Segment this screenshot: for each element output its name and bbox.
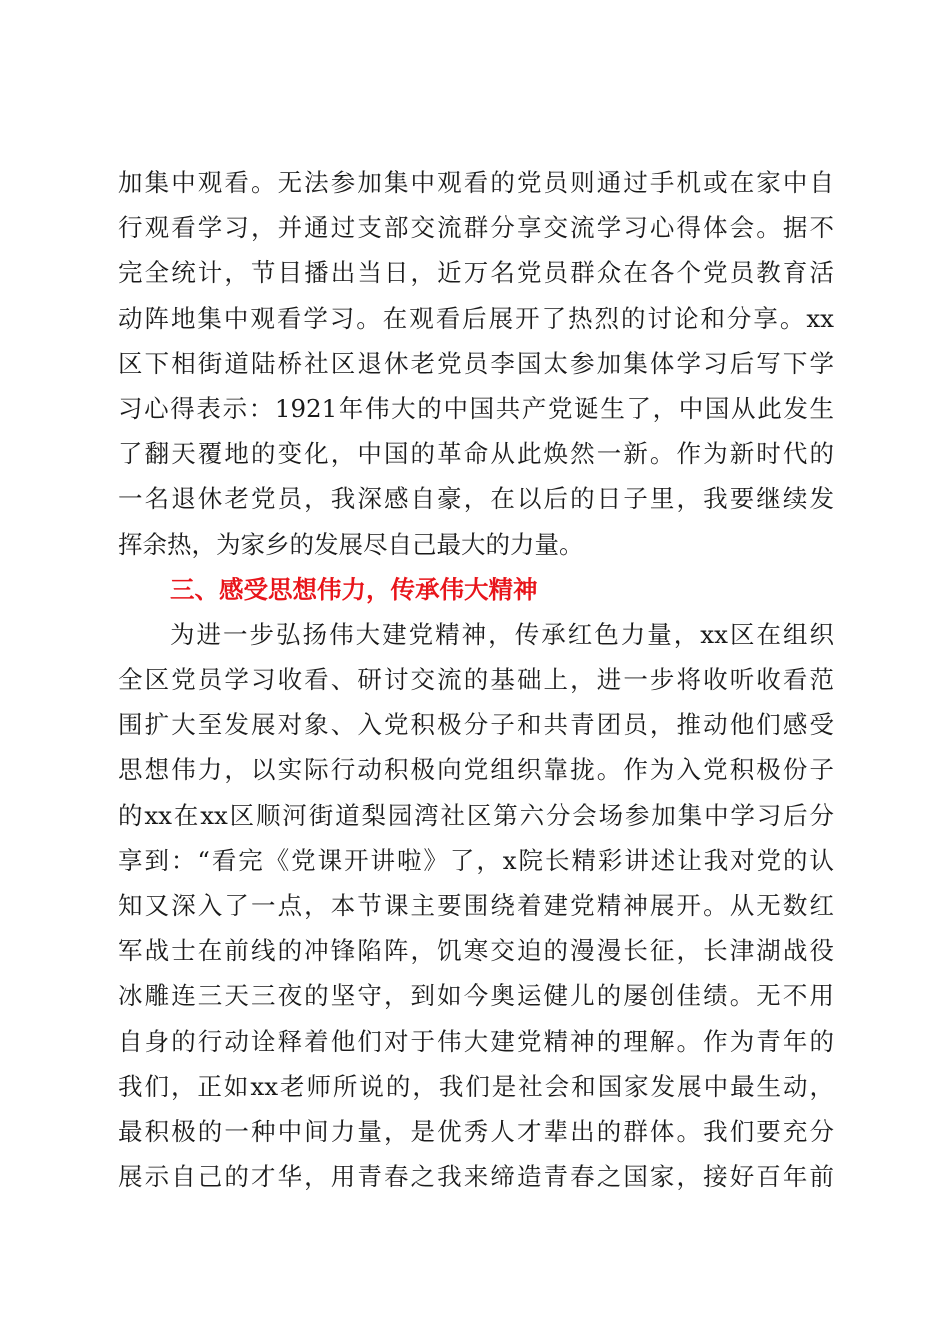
text-line: 区下相街道陆桥社区退休老党员李国太参加集体学习后写下学 (118, 348, 834, 378)
document-body (118, 160, 834, 1199)
text-line: 围扩大至发展对象、入党积极分子和共青团员，推动他们感受 (118, 710, 834, 740)
text-line: 军战士在前线的冲锋陷阵，饥寒交迫的漫漫长征，长津湖战役 (118, 936, 834, 966)
paragraph-1 (118, 160, 834, 567)
text-line: 自身的行动诠释着他们对于伟大建党精神的理解。作为青年的 (118, 1026, 834, 1056)
section-heading: 三、感受思想伟力，传承伟大精神 (170, 574, 538, 604)
text-line: 最积极的一种中间力量，是优秀人才辈出的群体。我们要充分 (118, 1116, 834, 1146)
text-line: 冰雕连三天三夜的坚守，到如今奥运健儿的屡创佳绩。无不用 (118, 981, 834, 1011)
text-line: 挥余热，为家乡的发展尽自己最大的力量。 (118, 529, 584, 559)
text-line: 享到：“看完《党课开讲啦》了，x院长精彩讲述让我对党的认 (118, 845, 834, 875)
text-line: 习心得表示：1921年伟大的中国共产党诞生了，中国从此发生 (118, 393, 834, 423)
text-line: 知又深入了一点，本节课主要围绕着建党精神展开。从无数红 (118, 891, 834, 920)
text-line: 加集中观看。无法参加集中观看的党员则通过手机或在家中自 (118, 168, 834, 197)
text-line: 动阵地集中观看学习。在观看后展开了热烈的讨论和分享。xx (118, 303, 834, 333)
text-line: 展示自己的才华，用青春之我来缔造青春之国家，接好百年前 (118, 1162, 834, 1192)
text-line: 完全统计，节目播出当日，近万名党员群众在各个党员教育活 (118, 258, 834, 288)
paragraph-2 (118, 612, 834, 1199)
text-line: 我们，正如xx老师所说的，我们是社会和国家发展中最生动， (118, 1071, 834, 1101)
text-line: 一名退休老党员，我深感自豪，在以后的日子里，我要继续发 (118, 484, 834, 514)
text-line: 为进一步弘扬伟大建党精神，传承红色力量，xx区在组织 (170, 619, 834, 649)
text-line: 全区党员学习收看、研讨交流的基础上，进一步将收听收看范 (118, 665, 834, 695)
text-line: 的xx在xx区顺河街道梨园湾社区第六分会场参加集中学习后分 (118, 800, 834, 830)
text-line: 行观看学习，并通过支部交流群分享交流学习心得体会。据不 (118, 213, 834, 243)
text-line: 思想伟力，以实际行动积极向党组织靠拢。作为入党积极份子 (118, 755, 834, 785)
text-line: 了翻天覆地的变化，中国的革命从此焕然一新。作为新时代的 (118, 439, 834, 469)
